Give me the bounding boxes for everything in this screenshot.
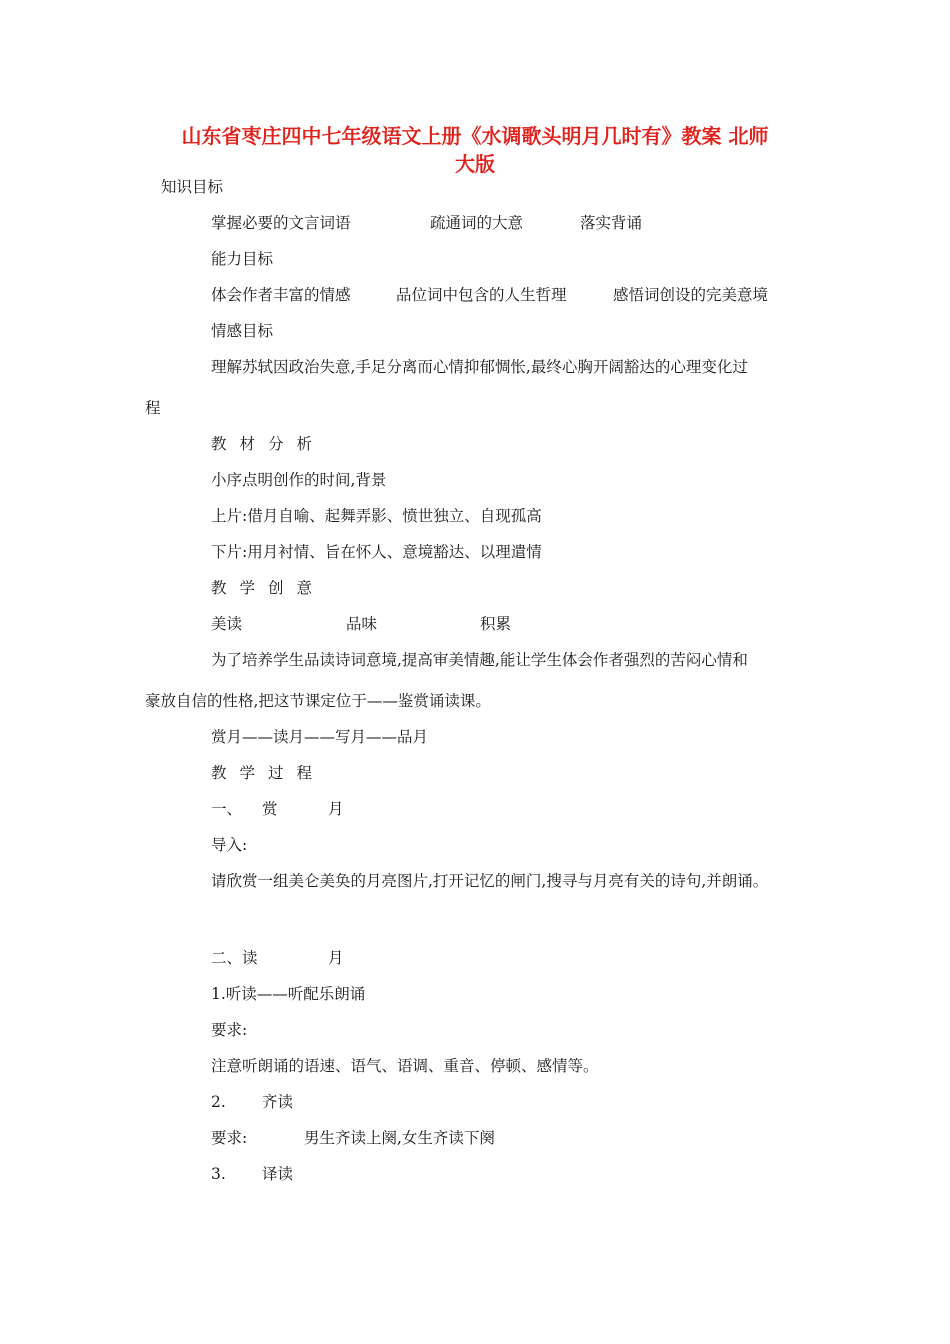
idea-paragraph-line-2: 豪放自信的性格,把这节课定位于——鉴赏诵读课。 (145, 692, 491, 710)
sub-step-3-number: 3. (211, 1165, 226, 1183)
requirement-label: 要求: (211, 1021, 248, 1039)
sub-step-1: 1.听读——听配乐朗诵 (211, 985, 366, 1003)
idea-flow: 赏月——读月——写月——品月 (211, 728, 429, 746)
intro-text: 请欣赏一组美仑美奂的月亮图片,打开记忆的闸门,搜寻与月亮有关的诗句,并朗诵。 (211, 872, 769, 890)
step-2-label: 二、读 (211, 949, 258, 967)
sub-step-3-text: 译读 (262, 1165, 294, 1183)
emotion-heading: 情感目标 (211, 322, 274, 340)
idea-keyword: 品味 (346, 615, 378, 633)
sub-step-2-text: 齐读 (262, 1093, 294, 1111)
idea-keyword: 积累 (480, 615, 512, 633)
requirement-text: 注意听朗诵的语速、语气、语调、重音、停顿、感情等。 (211, 1057, 599, 1075)
ability-item: 感悟词创设的完美意境 (613, 286, 769, 304)
step-1-number: 一、 (211, 800, 243, 818)
title-line-2: 大版 (455, 152, 495, 176)
process-heading: 教学过程 (211, 764, 326, 782)
ability-item: 品位词中包含的人生哲理 (396, 286, 567, 304)
analysis-item: 上片:借月自喻、起舞弄影、愤世独立、自现孤高 (211, 507, 542, 525)
intro-label: 导入: (211, 836, 248, 854)
idea-heading: 教学创意 (211, 579, 326, 597)
emotion-text-line-1: 理解苏轼因政治失意,手足分离而心情抑郁惆怅,最终心胸开阔豁达的心理变化过 (211, 358, 748, 376)
ability-heading: 能力目标 (211, 250, 274, 268)
idea-keyword: 美读 (211, 615, 243, 633)
requirement-label: 要求: (211, 1129, 248, 1147)
knowledge-heading: 知识目标 (161, 178, 224, 196)
step-1-label: 赏 (262, 800, 278, 818)
title-line-1: 山东省枣庄四中七年级语文上册《水调歌头明月几时有》教案 北师 (181, 124, 769, 148)
knowledge-item: 掌握必要的文言词语 (211, 214, 351, 232)
analysis-item: 下片:用月衬情、旨在怀人、意境豁达、以理遣情 (211, 543, 542, 561)
knowledge-item: 落实背诵 (580, 214, 643, 232)
analysis-item: 小序点明创作的时间,背景 (211, 471, 387, 489)
idea-paragraph-line-1: 为了培养学生品读诗词意境,提高审美情趣,能让学生体会作者强烈的苦闷心情和 (211, 651, 748, 669)
ability-item: 体会作者丰富的情感 (211, 286, 351, 304)
knowledge-item: 疏通词的大意 (430, 214, 524, 232)
step-2-label-2: 月 (328, 949, 344, 967)
sub-step-2-number: 2. (211, 1093, 226, 1111)
analysis-heading: 教材分析 (211, 435, 326, 453)
step-1-label-2: 月 (328, 800, 344, 818)
requirement-text: 男生齐读上阕,女生齐读下阕 (304, 1129, 495, 1147)
document-title (130, 122, 820, 178)
emotion-text-line-2: 程 (145, 399, 161, 417)
